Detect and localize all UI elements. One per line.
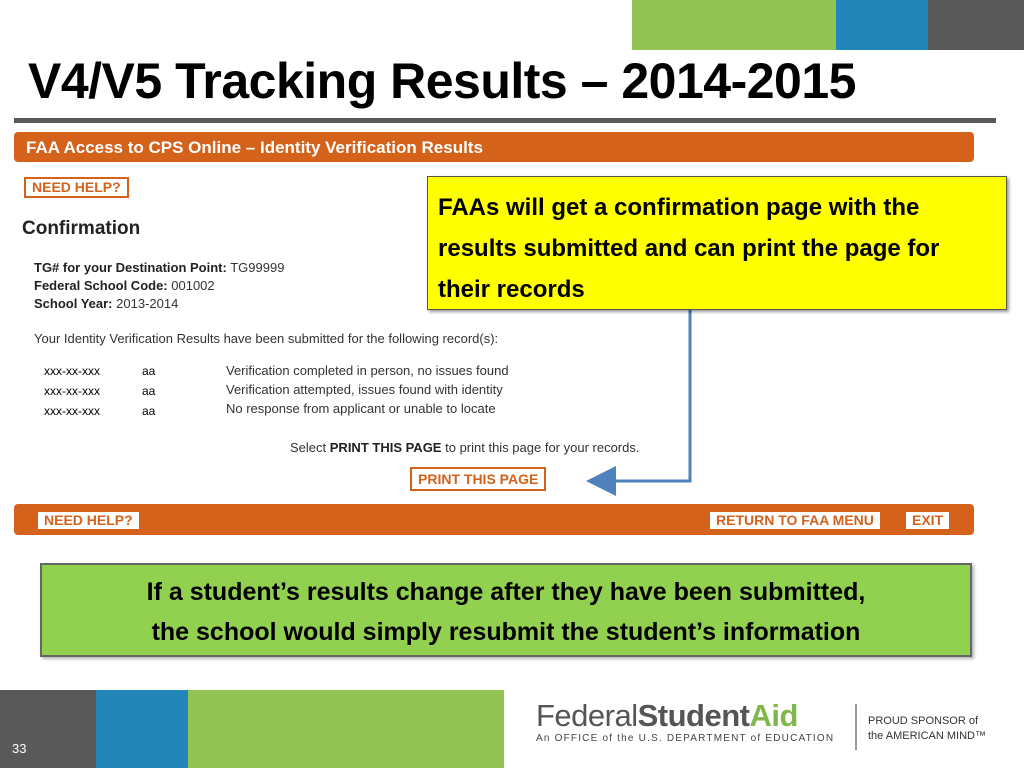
fsa-student: Student	[637, 698, 750, 733]
print-page-button[interactable]: PRINT THIS PAGE	[410, 467, 546, 491]
sponsor-line-2: the AMERICAN MIND™	[868, 730, 986, 742]
bottom-gray-bar	[0, 690, 96, 768]
school-code-value: 001002	[171, 278, 215, 293]
school-year-label: School Year:	[34, 296, 113, 311]
status-text: Verification attempted, issues found with identity	[226, 382, 503, 397]
record-ssn: xxx-xx-xxx	[44, 364, 100, 378]
school-code-label: Federal School Code:	[34, 278, 168, 293]
print-instr-pre: Select	[290, 440, 327, 455]
cps-header: FAA Access to CPS Online – Identity Verification Results	[14, 132, 974, 162]
note-line-1: If a student’s results change after they have been submitted,	[146, 578, 866, 606]
bottom-blue-bar	[96, 690, 188, 768]
print-instr-post: to print this page for your records.	[445, 440, 640, 455]
sponsor-line-1: PROUD SPONSOR of	[868, 715, 979, 727]
print-instr-bold: PRINT THIS PAGE	[329, 440, 442, 455]
fsa-federal: Federal	[536, 698, 638, 733]
record-ssn: xxx-xx-xxx	[44, 384, 100, 398]
record-code: aa	[142, 404, 156, 418]
record-ssn: xxx-xx-xxx	[44, 404, 100, 418]
callout-box: FAAs will get a confirmation page with the results submitted and can print the page for their records	[427, 176, 1007, 310]
fsa-aid: Aid	[749, 698, 798, 733]
fsa-tagline: An OFFICE of the U.S. DEPARTMENT of EDUCATION	[536, 733, 835, 744]
confirmation-heading: Confirmation	[22, 218, 141, 239]
federal-student-aid-logo	[536, 698, 840, 754]
note-line-2: the school would simply resubmit the student’s information	[151, 618, 861, 646]
slide-title: V4/V5 Tracking Results – 2014-2015	[28, 53, 856, 109]
page-number: 33	[12, 741, 27, 756]
tg-value: TG99999	[230, 260, 285, 275]
footer-need-help-button[interactable]: NEED HELP?	[36, 510, 141, 531]
exit-button[interactable]: EXIT	[904, 510, 951, 531]
school-year-value: 2013-2014	[116, 296, 179, 311]
submitted-message: Your Identity Verification Results have been submitted for the following record(s):	[34, 331, 499, 346]
record-code: aa	[142, 384, 156, 398]
need-help-button[interactable]: NEED HELP?	[24, 177, 129, 198]
status-text: No response from applicant or unable to locate	[226, 401, 496, 416]
tg-label: TG# for your Destination Point:	[34, 260, 227, 275]
resubmit-note	[40, 563, 972, 657]
sponsor-text	[868, 714, 986, 744]
record-code: aa	[142, 364, 156, 378]
return-to-faa-menu-button[interactable]: RETURN TO FAA MENU	[708, 510, 882, 531]
fsa-wordmark	[536, 698, 840, 734]
bottom-green-bar	[188, 690, 504, 768]
logo-divider	[855, 704, 857, 750]
status-text: Verification completed in person, no issues found	[226, 363, 509, 378]
